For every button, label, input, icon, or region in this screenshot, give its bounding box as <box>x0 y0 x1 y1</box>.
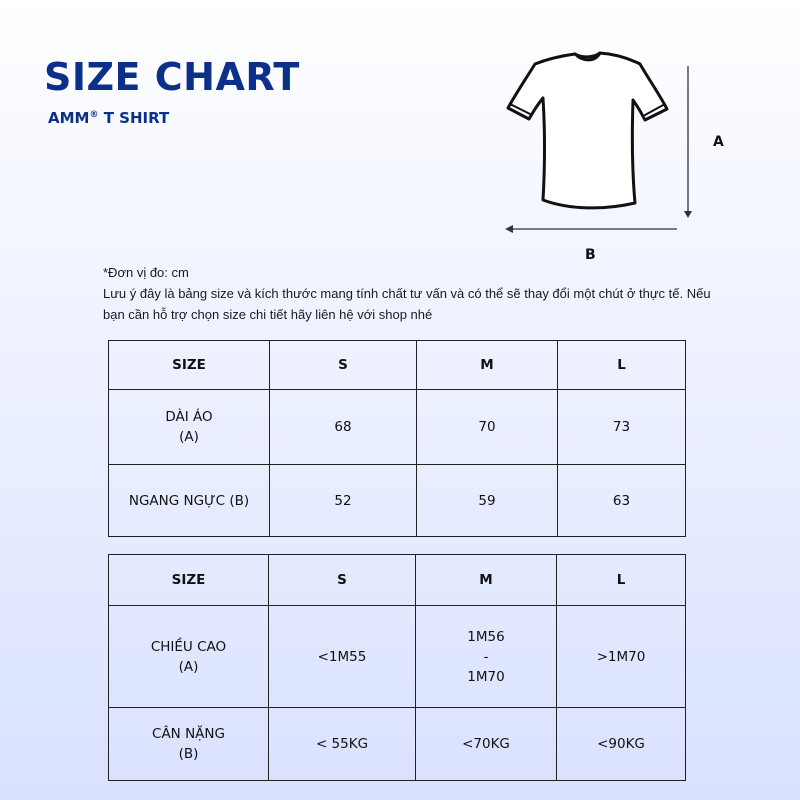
body-size-table <box>108 554 686 781</box>
tshirt-measure-diagram <box>0 0 800 270</box>
dimension-label-a: A <box>713 134 724 150</box>
header-cell-m: M <box>417 341 558 390</box>
table-cell: >1M70 <box>557 606 686 708</box>
dimension-label-b: B <box>585 247 596 263</box>
table-cell: 52 <box>270 465 417 537</box>
unit-note: *Đơn vị đo: cm <box>103 265 189 280</box>
table-cell: 68 <box>270 390 417 465</box>
brand-name: AMM <box>48 109 90 127</box>
table-header-row <box>109 341 686 390</box>
table-row <box>109 390 686 465</box>
table-row <box>109 708 686 781</box>
registered-mark: ® <box>89 110 99 120</box>
header-cell-s: S <box>270 341 417 390</box>
table-cell: <90KG <box>557 708 686 781</box>
table-cell: < 55KG <box>269 708 416 781</box>
table-row <box>109 465 686 537</box>
garment-size-table <box>108 340 686 537</box>
table-row <box>109 606 686 708</box>
row-label: CÂN NẶNG (B) <box>109 708 269 781</box>
header-cell-l: L <box>557 555 686 606</box>
disclaimer-note: Lưu ý đây là bảng size và kích thước mang tính chất tư vấn và có thể sẽ thay đổi một chút ở thực tế. Nếu bạn cần hỗ trợ chọn size chi tiết hãy liên hệ với shop nhé <box>103 286 711 322</box>
header-cell-s: S <box>269 555 416 606</box>
product-name: T SHIRT <box>103 109 170 127</box>
table-cell: <1M55 <box>269 606 416 708</box>
measurement-note <box>103 262 713 325</box>
dimension-arrow-a <box>684 66 692 218</box>
row-label: NGANG NGỰC (B) <box>109 465 270 537</box>
dimension-arrow-b <box>505 225 677 233</box>
header-cell-m: M <box>416 555 557 606</box>
tshirt-icon <box>508 53 667 208</box>
table-cell: 1M56 - 1M70 <box>416 606 557 708</box>
table-cell: 73 <box>558 390 686 465</box>
table-header-row <box>109 555 686 606</box>
table-cell: <70KG <box>416 708 557 781</box>
table-cell: 70 <box>417 390 558 465</box>
table-cell: 63 <box>558 465 686 537</box>
header-cell-l: L <box>558 341 686 390</box>
header-cell-size: SIZE <box>109 555 269 606</box>
row-label: DÀI ÁO (A) <box>109 390 270 465</box>
page-title: SIZE CHART <box>44 55 300 99</box>
row-label: CHIỀU CAO (A) <box>109 606 269 708</box>
header-cell-size: SIZE <box>109 341 270 390</box>
table-cell: 59 <box>417 465 558 537</box>
